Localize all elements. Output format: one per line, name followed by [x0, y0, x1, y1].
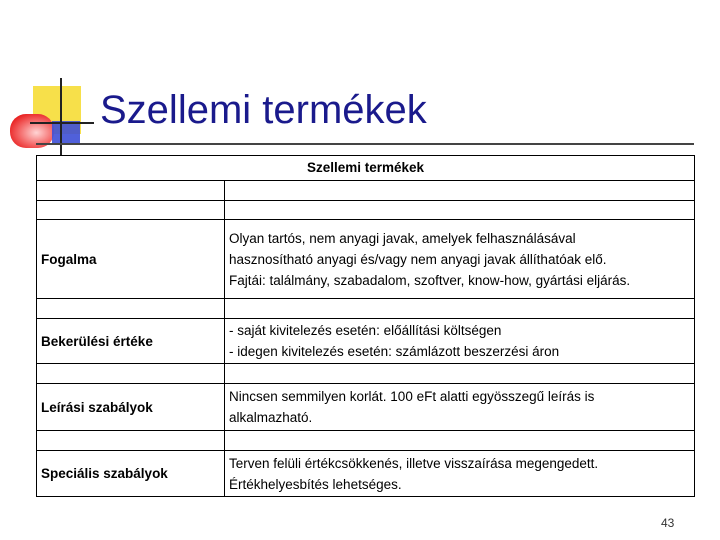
row-description: - saját kivitelezés esetén: előállítási költségen - idegen kivitelezés esetén: számlázott beszerzési áron — [225, 319, 695, 364]
data-table — [36, 155, 695, 497]
row-label: Leírási szabályok — [37, 383, 225, 431]
row-description: Olyan tartós, nem anyagi javak, amelyek felhasználásával hasznosítható anyagi és/vagy nem anyagi javak állíthatóak elő. Fajtái: találmány, szabadalom, szoftver, know-how, gyártási eljárás. — [225, 220, 695, 299]
slide-title: Szellemi termékek — [100, 88, 427, 132]
title-underline — [36, 143, 694, 145]
decor-blue-square — [52, 121, 80, 145]
spacer-row — [37, 299, 695, 319]
spacer-row — [37, 180, 695, 200]
row-label: Fogalma — [37, 220, 225, 299]
table-row — [37, 383, 695, 431]
row-description: Nincsen semmilyen korlát. 100 eFt alatti egyösszegű leírás is alkalmazható. — [225, 383, 695, 431]
row-description: Terven felüli értékcsökkenés, illetve visszaírása megengedett. Értékhelyesbítés lehetséges. — [225, 451, 695, 497]
table-row — [37, 220, 695, 299]
spacer-row — [37, 200, 695, 220]
row-label: Bekerülési értéke — [37, 319, 225, 364]
table-header: Szellemi termékek — [37, 156, 695, 181]
page-number: 43 — [661, 516, 675, 530]
row-label: Speciális szabályok — [37, 451, 225, 497]
decor-horizontal-line — [30, 122, 94, 124]
table-row — [37, 319, 695, 364]
table-row — [37, 451, 695, 497]
spacer-row — [37, 363, 695, 383]
spacer-row — [37, 431, 695, 451]
